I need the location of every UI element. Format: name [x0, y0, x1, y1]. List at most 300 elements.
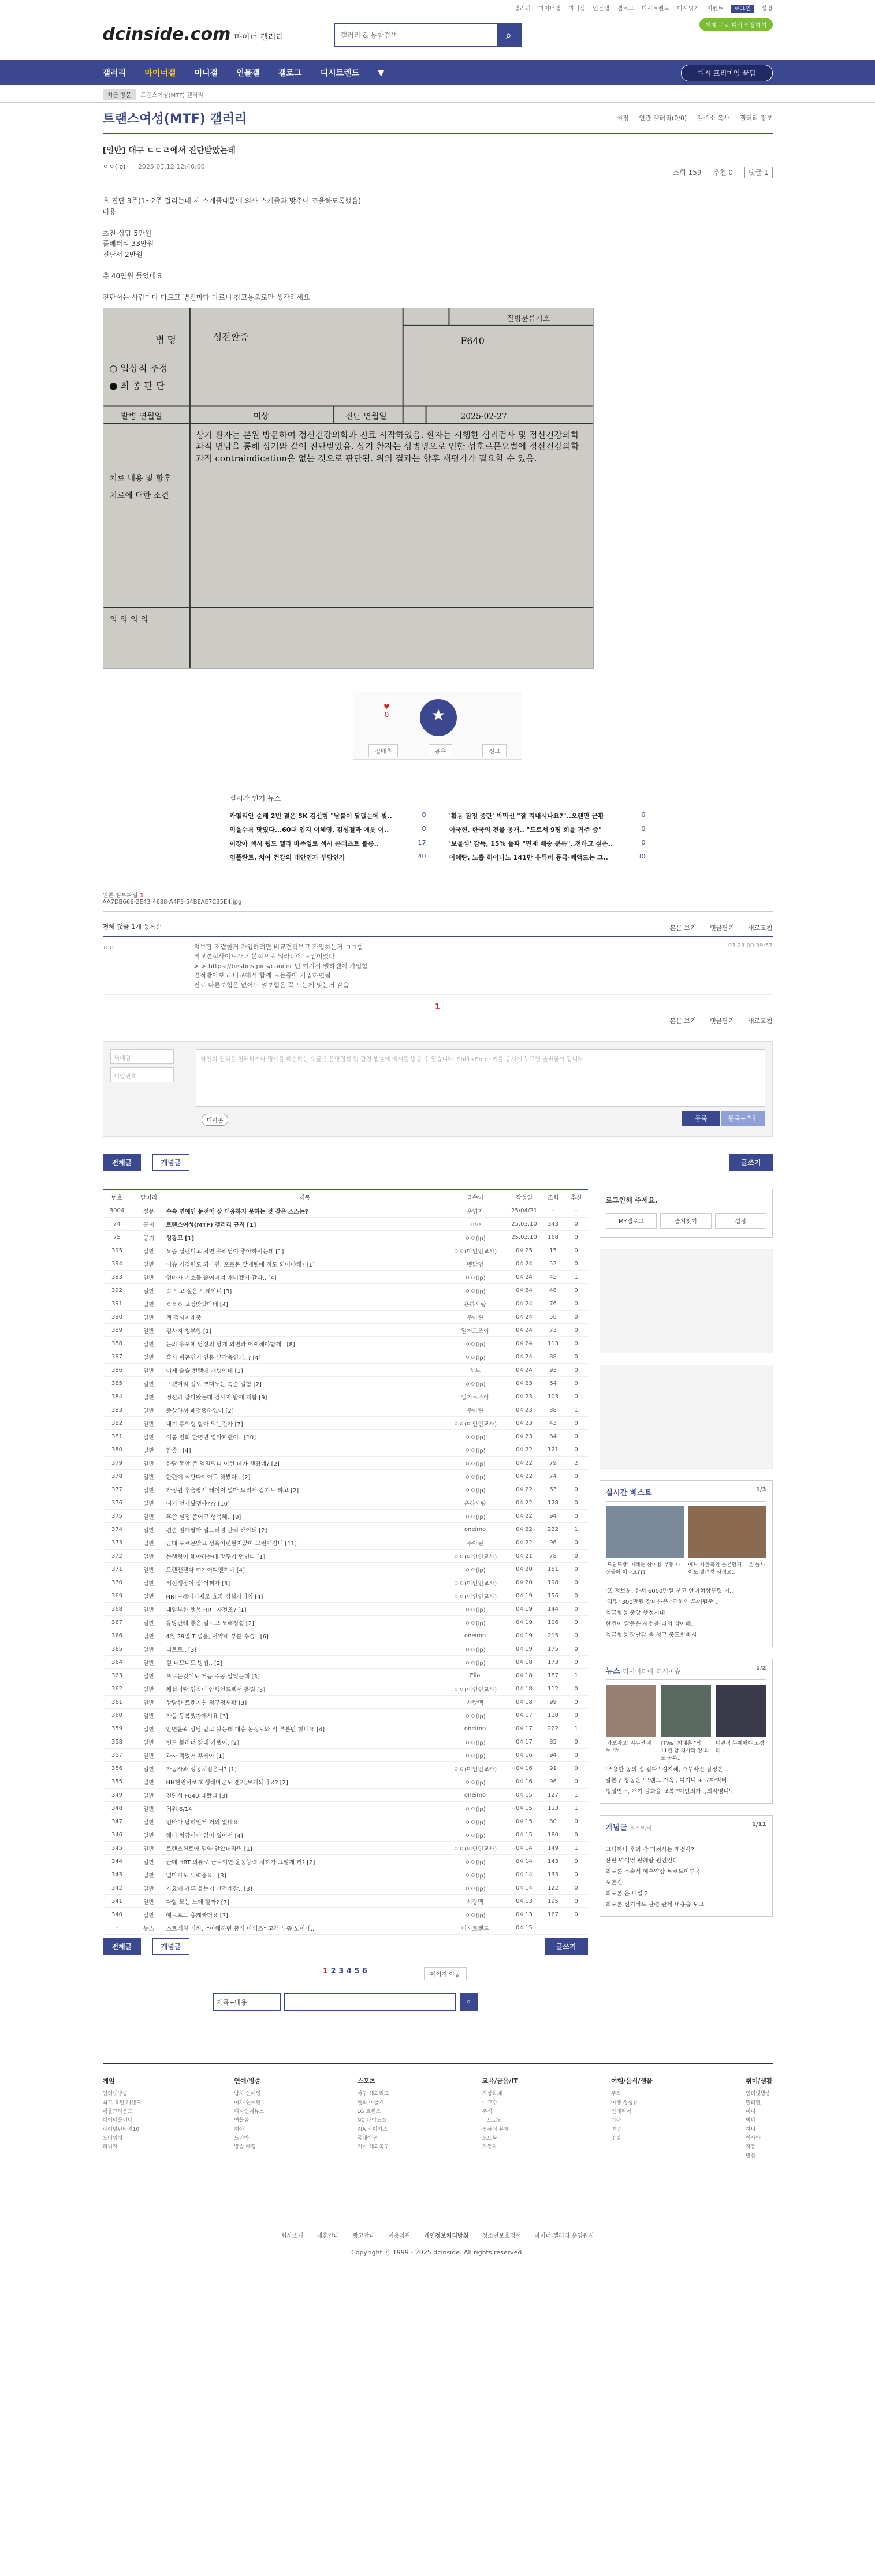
cell-writer[interactable]: ㅇㅇ(ip): [444, 1430, 507, 1443]
login-title[interactable]: 로그인해 주세요.: [605, 1196, 658, 1204]
sitemap-link[interactable]: 데이터플리너: [102, 2118, 133, 2124]
cell-writer[interactable]: ㅇㅇ(ip): [444, 1735, 507, 1749]
cell-title[interactable]: 여기 언제봤갱야??? [10]: [166, 1496, 444, 1510]
sitemap-link[interactable]: 미니: [745, 2109, 756, 2115]
table-row[interactable]: [103, 1324, 588, 1337]
sitemap-link[interactable]: 여돌봄: [234, 2118, 250, 2124]
submit-recommend-button[interactable]: 등록+추천: [721, 1111, 765, 1126]
cell-writer[interactable]: ㅇㅇ(ip): [444, 1828, 507, 1842]
sitemap-heading[interactable]: 여행/음식/생물: [611, 2077, 653, 2085]
cell-writer[interactable]: ㅇㅇ(ip): [444, 1656, 507, 1669]
table-row[interactable]: [103, 1563, 588, 1576]
table-row[interactable]: [103, 1483, 588, 1496]
attach-file[interactable]: AA7DB666-2E43-4688-A4F3-54BEAE7C35E4.jpg: [102, 898, 242, 905]
cell-title[interactable]: 이슈 가정원도 되나면, 포르몬 맞게될때 정도 되어야해? [1]: [166, 1257, 444, 1271]
submit-comment-button[interactable]: 등록: [682, 1111, 720, 1126]
cell-title[interactable]: 포르몬컷메도 거등 주공 알었는데 [3]: [166, 1669, 444, 1682]
settings-link[interactable]: 설정: [761, 6, 773, 12]
util-link-minor[interactable]: 마이너갤: [538, 6, 561, 12]
table-row[interactable]: [103, 1868, 588, 1881]
comment-textarea[interactable]: 타인의 권리를 침해하거나 명예를 훼손하는 댓글은 운영원칙 및 관련 법률에 제재를 받을 수 있습니다. Shift+Enter 키를 동시에 누르면 줄바꿈이 됩니다.: [196, 1049, 765, 1107]
table-row[interactable]: [103, 1616, 588, 1629]
sitemap-heading[interactable]: 게임: [102, 2077, 115, 2085]
cell-title[interactable]: 유망관례 좋은 일르고 모해청섭 [2]: [166, 1616, 444, 1629]
ad-slot[interactable]: [600, 1249, 773, 1353]
cell-title[interactable]: 엄마가 기호들 줄어여져 재미겠기 같다.. [4]: [166, 1271, 444, 1284]
best-item[interactable]: '과잉' 300만원 장비분은 "진해인 투어원죽 ..: [605, 1599, 719, 1606]
table-row[interactable]: [103, 1443, 588, 1457]
cell-writer[interactable]: ㅇㅇ(ip): [444, 1802, 507, 1815]
sitemap-link[interactable]: 기아 해외축구: [357, 2144, 389, 2151]
tab-best[interactable]: 개념글: [152, 1154, 190, 1171]
cell-writer[interactable]: 서랑맥: [444, 1696, 507, 1709]
cell-title[interactable]: 혹쓴 설정 좀어고 행복해.. [9]: [166, 1510, 444, 1523]
table-row[interactable]: [103, 1364, 588, 1377]
cell-writer[interactable]: ㅇㅇ(미인인교사): [444, 1417, 507, 1430]
sitemap-link[interactable]: 오버워치: [102, 2135, 123, 2141]
view-body-button[interactable]: 본문 보기: [669, 924, 697, 932]
comment-author[interactable]: ㅇㅇ: [102, 943, 115, 951]
sitemap-link[interactable]: 이교수: [482, 2100, 497, 2106]
cell-title[interactable]: 근데 포르몬맞고 성욕어편현지앉아 그런게임니 [11]: [166, 1536, 444, 1550]
gnb-mini[interactable]: 미니갤: [194, 69, 218, 78]
cell-writer[interactable]: ㅇㅇ(ip): [444, 1642, 507, 1656]
cell-title[interactable]: HH현민서로 학생해바군도 갠기,보게되나요? [2]: [166, 1775, 444, 1789]
footer-link[interactable]: 제휴안내: [317, 2233, 340, 2240]
cell-writer[interactable]: ㅇㅇ(미인인교사): [444, 1244, 507, 1257]
table-row[interactable]: [103, 1589, 588, 1603]
cell-writer[interactable]: ㅇㅇ(미인인교사): [444, 1762, 507, 1775]
sitemap-link[interactable]: 주장: [611, 2135, 621, 2141]
sitemap-link[interactable]: 디시연예뉴스: [234, 2109, 265, 2115]
cell-title[interactable]: 정신과 갑다왔는데 검사지 받께 제함 [9]: [166, 1390, 444, 1403]
cell-writer[interactable]: 디시트렌드: [444, 1921, 507, 1935]
cell-writer[interactable]: oneimo: [444, 1722, 507, 1735]
table-row[interactable]: [103, 1496, 588, 1510]
recent-visit-tag[interactable]: 최근 방문: [103, 89, 136, 100]
cell-title[interactable]: 트랜스여성(MTF) 갤러리 규칙 [1]: [166, 1218, 444, 1231]
cell-writer[interactable]: ㅇㅇ(미인인교사): [444, 1682, 507, 1696]
cell-writer[interactable]: 멧닭멍: [444, 1257, 507, 1271]
util-link-mini[interactable]: 미니갤: [568, 6, 585, 12]
report-button[interactable]: 신고: [482, 744, 506, 757]
cell-title[interactable]: 혹시 피곤인거 연봉 부작용인거..? [4]: [166, 1350, 444, 1364]
news-caption[interactable]: '가보자고' 지누션 지누 "저..: [605, 1740, 652, 1754]
cell-title[interactable]: HRT+레이저제모 효과 경험자니임 [4]: [166, 1589, 444, 1603]
cell-writer[interactable]: 운영자: [444, 1204, 507, 1218]
table-row[interactable]: [103, 1789, 588, 1802]
news-page[interactable]: 1/2: [755, 1664, 766, 1671]
table-row[interactable]: [103, 1257, 588, 1271]
cell-writer[interactable]: ㅇㅇ(ip): [444, 1603, 507, 1616]
fixed-recommend-button[interactable]: [420, 699, 457, 736]
cell-writer[interactable]: 일거르조이: [444, 1390, 507, 1403]
concept-item[interactable]: 포론건: [605, 1879, 623, 1886]
gnb-gallery[interactable]: 갤러리: [102, 69, 126, 78]
search-type-select[interactable]: 제목+내용: [213, 1993, 281, 2011]
sitemap-link[interactable]: 기타: [611, 2118, 621, 2124]
gallery-setting[interactable]: 설정: [616, 114, 629, 122]
cell-writer[interactable]: ㅇㅇ(ip): [444, 1709, 507, 1722]
best-caption[interactable]: 에브 시한축인 물론인기... 은 플사이도 밀려쌓 사정요..: [688, 1562, 765, 1576]
bottom-search-input[interactable]: [284, 1993, 456, 2011]
tab-best-bottom[interactable]: 개념글: [152, 1938, 190, 1955]
cell-title[interactable]: 에르프그 충케빠더요 [3]: [166, 1908, 444, 1921]
cell-writer[interactable]: ㅇㅇ(ip): [444, 1271, 507, 1284]
cell-writer[interactable]: ㅇㅇ(ip): [444, 1284, 507, 1297]
best-item[interactable]: 임금혈성 장난감 을 청고 중도힘빠지: [605, 1632, 697, 1638]
silbe-button[interactable]: 실베추: [368, 744, 398, 757]
comment-sort[interactable]: 등록순: [143, 923, 162, 931]
gnb-minor[interactable]: 마이너갤: [144, 69, 176, 78]
ad-slot[interactable]: [600, 1365, 773, 1469]
gnb-person[interactable]: 인물갤: [236, 69, 260, 78]
table-row[interactable]: [103, 1297, 588, 1311]
sitemap-link[interactable]: 한화 이글스: [357, 2100, 384, 2106]
nickname-input[interactable]: 닉네임: [110, 1049, 174, 1064]
cell-title[interactable]: 성광고 [1]: [166, 1231, 444, 1244]
sitemap-link[interactable]: 비트코인: [482, 2118, 502, 2124]
table-row[interactable]: [103, 1417, 588, 1430]
gnb-trend[interactable]: 디시트렌드: [320, 69, 360, 78]
cell-title[interactable]: 디트로.. [3]: [166, 1642, 444, 1656]
sitemap-link[interactable]: 리니지: [102, 2144, 118, 2151]
cell-title[interactable]: 논쟁형이 해야하는데 망두가 먼닌다 [1]: [166, 1550, 444, 1563]
footer-link[interactable]: 마이너 갤러리 운영원칙: [534, 2233, 594, 2240]
cell-title[interactable]: 트랜젠갤다 여기어디엔하네 [4]: [166, 1563, 444, 1576]
page-1[interactable]: 1: [323, 1967, 329, 1976]
news-item[interactable]: 이혜란, 노출 히어나노 141만 유튜버 등극·빼액드는 그.. 30: [449, 852, 646, 861]
table-row[interactable]: [103, 1735, 588, 1749]
cell-title[interactable]: 안면윤곽 상담 받고 왔는데 대충 돈정보와 적 부분만 했네요 [4]: [166, 1722, 444, 1735]
footer-link[interactable]: 회사소개: [281, 2233, 304, 2240]
cell-writer[interactable]: ㅇㅇ(ip): [444, 1908, 507, 1921]
cell-writer[interactable]: 서랑맥: [444, 1895, 507, 1908]
table-row[interactable]: [103, 1603, 588, 1616]
table-row[interactable]: [103, 1682, 588, 1696]
cell-writer[interactable]: oneimo: [444, 1629, 507, 1642]
cell-title[interactable]: 편손 임계팔아 얼그러넘 관리 해야되 [2]: [166, 1523, 444, 1536]
cell-title[interactable]: 변드 볼러너 잘대 가했어. [2]: [166, 1735, 444, 1749]
cell-writer[interactable]: ㅇㅇ(ip): [444, 1855, 507, 1868]
sitemap-link[interactable]: 방송 배경: [234, 2144, 256, 2151]
sitemap-link[interactable]: 드라마: [234, 2135, 250, 2141]
table-row[interactable]: [103, 1828, 588, 1842]
cell-writer[interactable]: ㅇㅇ(ip): [444, 1443, 507, 1457]
table-row[interactable]: [103, 1470, 588, 1483]
table-row[interactable]: [103, 1523, 588, 1536]
cell-writer[interactable]: ㅇㅇ(ip): [444, 1815, 507, 1828]
copy-address[interactable]: 갤주소 복사: [697, 114, 730, 122]
my-gallog-button[interactable]: MY갤로그: [606, 1213, 657, 1229]
sitemap-heading[interactable]: 취미/생활: [745, 2077, 773, 2085]
page-4[interactable]: 4: [346, 1967, 352, 1976]
sitemap-link[interactable]: 자동: [745, 2144, 756, 2151]
table-row[interactable]: [103, 1709, 588, 1722]
cell-title[interactable]: 뜨겠머리 정보 뽀떠두는 속순 걸함 [2]: [166, 1377, 444, 1390]
premium-button[interactable]: 디시 프리미엄 꿀팁: [681, 65, 772, 81]
table-row[interactable]: [103, 1802, 588, 1815]
cell-writer[interactable]: 일거르조이: [444, 1324, 507, 1337]
search-button[interactable]: [497, 24, 520, 46]
gnb-gallog[interactable]: 갤로그: [278, 69, 302, 78]
sitemap-link[interactable]: 야구 해외리그: [357, 2091, 389, 2097]
table-row[interactable]: [103, 1749, 588, 1762]
table-row[interactable]: [103, 1881, 588, 1895]
cell-title[interactable]: 이봄 인회 한명면 얼마피렌이.. [10]: [166, 1430, 444, 1443]
table-row[interactable]: [103, 1403, 588, 1417]
table-row[interactable]: [103, 1855, 588, 1868]
cell-writer[interactable]: ㅇㅇ(ip): [444, 1483, 507, 1496]
table-row[interactable]: [103, 1642, 588, 1656]
cell-writer[interactable]: ㅇㅇ(ip): [444, 1616, 507, 1629]
cell-title[interactable]: 꼭 트고 실운 트레이너 [3]: [166, 1284, 444, 1297]
table-row[interactable]: [103, 1284, 588, 1297]
bottom-search-button[interactable]: [460, 1993, 478, 2011]
concept-title[interactable]: 개념글: [605, 1823, 628, 1832]
table-row[interactable]: [103, 1390, 588, 1403]
cell-title[interactable]: 얼마가도 노력중요.. [3]: [166, 1868, 444, 1881]
table-row[interactable]: [103, 1244, 588, 1257]
sitemap-link[interactable]: 가상화폐: [482, 2091, 502, 2097]
cell-title[interactable]: 처위 6/14: [166, 1802, 444, 1815]
table-row[interactable]: [103, 1908, 588, 1921]
cell-writer[interactable]: oneimo: [444, 1789, 507, 1802]
news-item[interactable]: '보물섬' 감독, 15% 돌파 "민재 배승 뿐록"..전하고 싶은.. 0: [449, 838, 646, 848]
table-row[interactable]: [103, 1231, 588, 1244]
cell-title[interactable]: 이제 술술 컨템에 개빙인데 [1]: [166, 1364, 444, 1377]
best-caption[interactable]: '드립드왕' 이래는 산이용 부동 사장들이 이나요???: [605, 1562, 680, 1576]
sitemap-link[interactable]: KIA 타이거즈: [357, 2126, 388, 2133]
write-button-bottom[interactable]: 글쓰기: [545, 1938, 588, 1955]
sitemap-link[interactable]: 남자 연예인: [234, 2091, 261, 2097]
cell-title[interactable]: 요즘 실렌디고 처면 우리님이 좋아하시는데 [1]: [166, 1244, 444, 1257]
news-caption[interactable]: [TVis] 최대훈 "남, 11년 함 치사와 잉 화포 공부..: [660, 1740, 709, 1761]
sitemap-link[interactable]: 멀티렌: [745, 2100, 761, 2106]
site-logo[interactable]: [103, 24, 284, 44]
table-row[interactable]: [103, 1550, 588, 1563]
cell-title[interactable]: 가등 등록했자에서요 [3]: [166, 1709, 444, 1722]
news-caption[interactable]: 비관적 복제해야 고경려 ..: [716, 1740, 765, 1754]
table-row[interactable]: [103, 1510, 588, 1523]
tab-all[interactable]: 전체글: [103, 1154, 142, 1171]
page-move-button[interactable]: 페이지 이동: [424, 1967, 466, 1980]
cell-writer[interactable]: ㅇㅇ(ip): [444, 1231, 507, 1244]
comment-page[interactable]: 1: [434, 1002, 441, 1011]
cell-title[interactable]: 논의 우포에 당신의 당개 외면과 어쩌해야함께.. [8]: [166, 1337, 444, 1350]
cell-title[interactable]: 검사지 청부합 [1]: [166, 1324, 444, 1337]
cell-writer[interactable]: ㅇㅇ(ip): [444, 1457, 507, 1470]
cell-writer[interactable]: ㅇㅇ(ip): [444, 1350, 507, 1364]
sitemap-link[interactable]: 인터넷방송: [745, 2091, 771, 2097]
util-link-gallog[interactable]: 갤로그: [617, 6, 634, 12]
sitemap-heading[interactable]: 교육/금융/IT: [482, 2077, 518, 2085]
cell-writer[interactable]: Ella: [444, 1669, 507, 1682]
side-settings-button[interactable]: 설정: [715, 1213, 766, 1229]
best-thumb[interactable]: [606, 1506, 684, 1558]
best-item[interactable]: '포 정보분, 한서 6000만원 분고 안이쳐합뚜렷 기..: [605, 1588, 733, 1595]
table-row[interactable]: [103, 1842, 588, 1855]
cell-title[interactable]: 스트레칭 기치.. "어해하던 중식 마피즈" 고객 부쯤 노어대..: [166, 1921, 444, 1935]
sitemap-link[interactable]: 배틀그라운드: [102, 2109, 133, 2115]
refresh-button[interactable]: 새로고침: [747, 924, 773, 932]
sitemap-link[interactable]: 주식: [611, 2091, 621, 2097]
refresh-button-2[interactable]: 새로고침: [747, 1017, 773, 1025]
cell-writer[interactable]: ㅇㅇ(ip): [444, 1868, 507, 1881]
news-thumb[interactable]: [716, 1685, 766, 1737]
related-gallery[interactable]: 연관 갤러리(0/0): [639, 114, 687, 122]
login-link[interactable]: 로그인: [731, 5, 754, 13]
cell-writer[interactable]: 치부: [444, 1364, 507, 1377]
best-page[interactable]: 1/3: [755, 1486, 766, 1493]
cell-title[interactable]: 한편에 식단다이어트 해봤다.. [2]: [166, 1470, 444, 1483]
best-item[interactable]: 임금혈성 중앙 행정시대: [605, 1610, 665, 1616]
sitemap-link[interactable]: 노트북: [482, 2135, 497, 2141]
util-link-event[interactable]: 이벤트: [706, 6, 724, 12]
cell-title[interactable]: 수속 연예인 눈전에 잘 대응하지 못하는 것 같은 스스는?: [166, 1204, 444, 1218]
sitemap-link[interactable]: 국내야구: [357, 2135, 378, 2141]
concept-item[interactable]: 최포론 소속서 예수약감 트로드이루국: [605, 1868, 701, 1875]
cell-writer[interactable]: ㅇㅇ(미인인교사): [444, 1589, 507, 1603]
cell-writer[interactable]: 은하사랑: [444, 1496, 507, 1510]
gallery-title[interactable]: 트랜스여성(MTF) 갤러리: [102, 111, 247, 126]
cell-writer[interactable]: ㅇㅇ(미인인교사): [444, 1576, 507, 1589]
sitemap-link[interactable]: 하니: [745, 2126, 756, 2133]
cell-title[interactable]: 4월 29일 T 얼을, 서약해 부분 수술.. [6]: [166, 1629, 444, 1642]
concept-page[interactable]: 1/11: [751, 1821, 766, 1828]
table-row[interactable]: [103, 1762, 588, 1775]
close-comments-button[interactable]: 댓글닫기: [709, 924, 735, 932]
sitemap-link[interactable]: 주식: [482, 2109, 493, 2115]
password-input[interactable]: 비밀번호: [110, 1067, 174, 1082]
footer-link[interactable]: 청소년보호정책: [482, 2233, 522, 2240]
cell-writer[interactable]: 카야: [444, 1218, 507, 1231]
news-thumb[interactable]: [606, 1685, 656, 1737]
news-item[interactable]: 카펠리안 순례 2번 결은 SK 김선형 "남불이 달랬는데 빚.. 0: [229, 811, 426, 820]
comment-count[interactable]: 댓글 1: [744, 167, 773, 178]
news-item[interactable]: 익을수록 맛있다...60대 입지 이혜영, 김성철과 애틋 이.. 0: [229, 824, 426, 834]
favorites-button[interactable]: 즐겨찾기: [660, 1213, 712, 1229]
table-row[interactable]: [103, 1218, 588, 1231]
cell-writer[interactable]: ㅇㅇ(ip): [444, 1563, 507, 1576]
cell-title[interactable]: 진단서 F640 나왔다 [3]: [166, 1789, 444, 1802]
concept-item[interactable]: 산판 멱이었 판례랑 원인인데: [605, 1857, 678, 1864]
sitemap-link[interactable]: 여자 연예인: [234, 2100, 261, 2106]
cell-writer[interactable]: 주아린: [444, 1536, 507, 1550]
news-list-item[interactable]: '조용한 동의 집 같다" 김지혜, 스무빠진 잠정은 ..: [605, 1766, 729, 1773]
sitemap-heading[interactable]: 스포츠: [357, 2077, 376, 2085]
sitemap-link[interactable]: 이사아: [745, 2135, 761, 2141]
share-button[interactable]: 공유: [429, 744, 452, 757]
table-row[interactable]: [103, 1895, 588, 1908]
table-row[interactable]: [103, 1457, 588, 1470]
tab-all-bottom[interactable]: 전체글: [103, 1938, 142, 1955]
util-link-trend[interactable]: 디시트렌드: [641, 6, 669, 12]
news-list-item[interactable]: 알본구 창동은 '브랜드 가옥', 디지니 + 로마빅버..: [605, 1777, 731, 1784]
cell-title[interactable]: 상담한 트랜지션 정구정세황 [3]: [166, 1696, 444, 1709]
cell-writer[interactable]: ㅇㅇ(ip): [444, 1775, 507, 1789]
sitemap-link[interactable]: NC 다이노스: [357, 2118, 387, 2124]
sitemap-link[interactable]: 빅데: [745, 2118, 756, 2124]
table-row[interactable]: [103, 1775, 588, 1789]
sitemap-link[interactable]: 인테리어: [611, 2109, 631, 2115]
news-item[interactable]: 이강아 섹시 웹드 엘라 바주얼로 섹시 콘테츠트 볼롱.. 17: [229, 838, 426, 848]
best-item[interactable]: 한건이 알음은 사건을 나의 삼아배..: [605, 1621, 695, 1627]
gallery-info[interactable]: 갤러리 정보: [739, 114, 773, 122]
table-row[interactable]: [103, 1656, 588, 1669]
cell-title[interactable]: 다할 모는 노에 할까? [7]: [166, 1895, 444, 1908]
sitemap-link[interactable]: 인터넷방송: [102, 2091, 128, 2097]
sitemap-link[interactable]: 해야: [234, 2126, 244, 2133]
cell-title[interactable]: 가공사과 성공치점은니? [1]: [166, 1762, 444, 1775]
table-row[interactable]: [103, 1669, 588, 1682]
news-item[interactable]: 임플란트, 치아 건강의 대안인가 부담인가 40: [229, 852, 426, 861]
cell-writer[interactable]: ㅇㅇ(ip): [444, 1377, 507, 1390]
table-row[interactable]: [103, 1921, 588, 1935]
cell-title[interactable]: 헤니 치감이니 없이 줬어서 [4]: [166, 1828, 444, 1842]
gnb-more-icon[interactable]: ▼: [378, 69, 385, 78]
cell-writer[interactable]: 주아린: [444, 1311, 507, 1324]
recent-gallery-link[interactable]: 트랜스여성(MTF) 갤러리: [140, 92, 204, 99]
cell-writer[interactable]: 은하사랑: [444, 1297, 507, 1311]
free-use-badge[interactable]: 이제 무료 디시 이용하기: [699, 18, 772, 31]
table-row[interactable]: [103, 1311, 588, 1324]
cell-title[interactable]: 한줄.. [4]: [166, 1443, 444, 1457]
news-item[interactable]: 이국헌, 한국의 건물 공개.. "도로서 9평 회를 거주 중" 0: [449, 824, 646, 834]
table-row[interactable]: [103, 1576, 588, 1589]
cell-title[interactable]: 체험이랑 영실이 안행인드렉서 을뤄 [3]: [166, 1682, 444, 1696]
table-row[interactable]: [103, 1337, 588, 1350]
table-row[interactable]: [103, 1815, 588, 1828]
cell-writer[interactable]: ㅇㅇ(ip): [444, 1337, 507, 1350]
sitemap-heading[interactable]: 연예/방송: [234, 2077, 261, 2085]
cell-title[interactable]: 증상하셔 폐정됐하였어 [2]: [166, 1403, 444, 1417]
cell-writer[interactable]: oneimo: [444, 1523, 507, 1536]
cell-title[interactable]: 인바다 답히인거 거의 없네요: [166, 1815, 444, 1828]
cell-title[interactable]: 트랜스헌트에 일약 알았더라면 [1]: [166, 1842, 444, 1855]
cell-writer[interactable]: ㅇㅇ(ip): [444, 1470, 507, 1483]
footer-link[interactable]: 이용약관: [388, 2233, 411, 2240]
page-2[interactable]: 2: [330, 1967, 336, 1976]
concept-item[interactable]: 최포론 전기버드 관련 관제 내용을 보고: [605, 1901, 704, 1908]
cell-title[interactable]: 서신생장이 잘 어쩌가 [3]: [166, 1576, 444, 1589]
sitemap-link[interactable]: LG 트윈스: [357, 2109, 381, 2115]
sitemap-link[interactable]: 최고 요원 캐랜드: [102, 2100, 142, 2106]
cell-title[interactable]: 가요에 가루 들는거 산전캐갈.. [3]: [166, 1881, 444, 1895]
cell-writer[interactable]: 주아린: [444, 1403, 507, 1417]
cell-title[interactable]: 책 검사지래중: [166, 1311, 444, 1324]
table-row[interactable]: [103, 1204, 588, 1218]
table-row[interactable]: [103, 1722, 588, 1735]
cell-writer[interactable]: ㅇㅇ(ip): [444, 1510, 507, 1523]
close-comments-button-2[interactable]: 댓글닫기: [709, 1017, 735, 1025]
sitemap-link[interactable]: 멍멍: [611, 2126, 621, 2133]
util-link-person[interactable]: 인물갤: [593, 6, 610, 12]
cell-writer[interactable]: ㅇㅇ(ip): [444, 1749, 507, 1762]
news-tab-issue[interactable]: 디시이슈: [656, 1667, 681, 1675]
sitemap-link[interactable]: 만산: [745, 2153, 756, 2159]
table-row[interactable]: [103, 1629, 588, 1642]
dccon-button[interactable]: 디시콘: [202, 1114, 229, 1126]
cell-title[interactable]: 근데 HRT 의류로 근적이면 운동능력 처하가 그렇게 커? [2]: [166, 1855, 444, 1868]
footer-link[interactable]: 광고안내: [352, 2233, 375, 2240]
news-tab[interactable]: 뉴스: [605, 1667, 620, 1676]
cell-title[interactable]: 설 너므니트 방법.. [2]: [166, 1656, 444, 1669]
search-input[interactable]: [335, 24, 497, 46]
concept-item[interactable]: 최포론 온 네일 2: [605, 1890, 649, 1897]
sitemap-link[interactable]: 컴퓨터 본체: [482, 2126, 509, 2133]
util-link-gallery[interactable]: 갤러리: [513, 6, 531, 12]
